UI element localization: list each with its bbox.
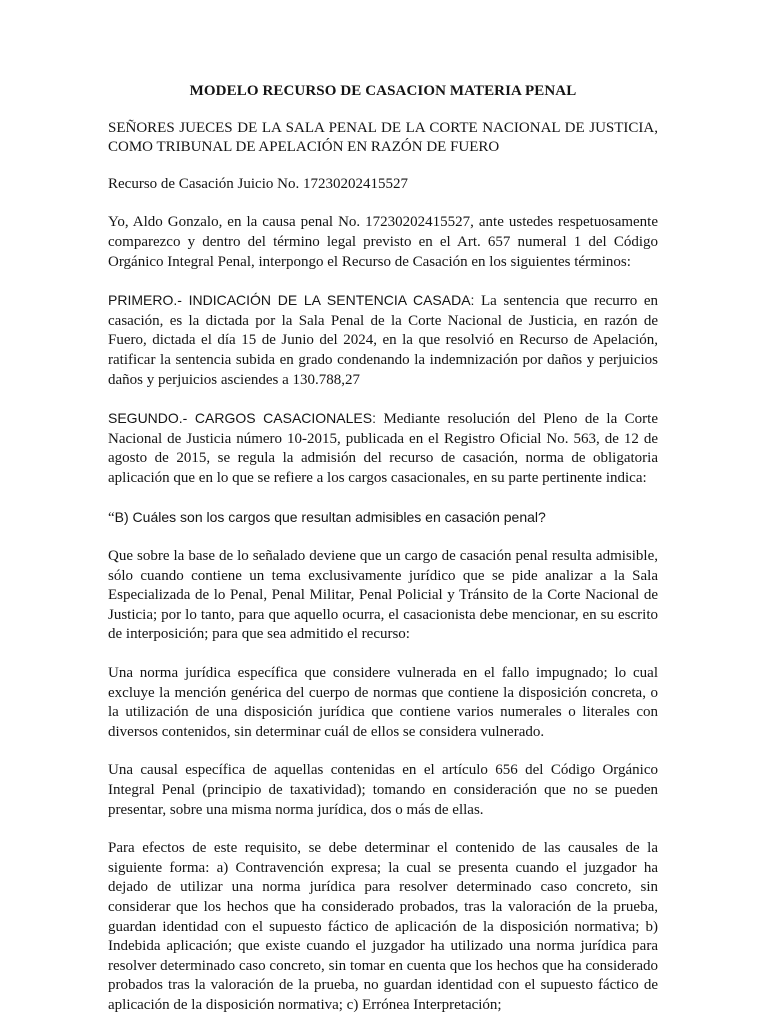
section-segundo-body: Mediante resolución del Pleno de la Corte Nacional de Justicia número 10-2015, publicada en el Registro Oficial No. 563, de 12 de agosto de 2015, se regula la admisión del recurso de casación, norma de obligatoria aplicación que en lo que se refiere a los cargos casacionales, en su parte pertinente indica:: [108, 411, 659, 486]
section-segundo-heading: SEGUNDO.- CARGOS CASACIONALES:: [108, 410, 376, 427]
section-segundo: [108, 409, 658, 488]
paragraph-norma: Una norma jurídica específica que considere vulnerada en el fallo impugnado; lo cual excluye la mención genérica del cuerpo de normas que contiene la disposición concreta, o la utilización de una disposición jurídica que contiene varios numerales o literales con diversos contenidos, sin determinar cuál de ellos se considera vulnerado.: [108, 665, 658, 740]
addressees-paragraph: SEÑORES JUECES DE LA SALA PENAL DE LA CORTE NACIONAL DE JUSTICIA, COMO TRIBUNAL DE APELACIÓN EN RAZÓN DE FUERO: [108, 119, 658, 156]
section-primero-body: La sentencia que recurro en casación, es la dictada por la Sala Penal de la Corte Nacional de Justicia, en razón de Fuero, dictada el día 15 de Junio del 2024, en la que resolvió en Recurso de Apelación, ratificar la sentencia subida en grado condenando la indemnización por daños y perjuicios daños y perjuicios asciendes a 130.788,27: [108, 293, 658, 388]
paragraph-admisible: Que sobre la base de lo señalado deviene que un cargo de casación penal resulta admisible, sólo cuando contiene un tema exclusivamente jurídico que se pide analizar a la Sala Especializada de lo Penal, Penal Militar, Penal Policial y Tránsito de la Corte Nacional de Justicia; por lo tanto, para que aquello ocurra, el casacionista debe mencionar, en su escrito de interposición; para que sea admitido el recurso:: [108, 548, 658, 643]
open-quote: “: [108, 509, 115, 526]
section-primero-heading: PRIMERO.- INDICACIÓN DE LA SENTENCIA CASADA:: [108, 292, 475, 309]
intro-paragraph: Yo, Aldo Gonzalo, en la causa penal No. 17230202415527, ante ustedes respetuosamente comparezco y dentro del término legal previsto en el Art. 657 numeral 1 del Código Orgánico Integral Penal, interpongo el Recurso de Casación en los siguientes términos:: [108, 214, 658, 270]
paragraph-causal: Una causal específica de aquellas contenidas en el artículo 656 del Código Orgánico Integral Penal (principio de taxatividad); tomando en consideración que no se pueden presentar, sobre una misma norma jurídica, dos o más de ellas.: [108, 762, 658, 818]
case-reference: Recurso de Casación Juicio No. 17230202415527: [108, 175, 408, 192]
paragraph-requisito: Para efectos de este requisito, se debe determinar el contenido de las causales de la siguiente forma: a) Contravención expresa; la cual se presenta cuando el juzgador ha dejado de utilizar una norma jurídica para resolver determinado caso concreto, sin considerar que los hechos que ha considerado probados, tras la valoración de la prueba, guardan identidad con el supuesto fáctico de aplicación de la disposición normativa; b) Indebida aplicación; que existe cuando el juzgador ha utilizado una norma jurídica para resolver determinado caso concreto, sin tomar en cuenta que los hechos que ha considerado probados tras la valoración de la prueba, no guardan identidad con el supuesto fáctico de aplicación de la disposición normativa; c) Errónea Interpretación;: [108, 840, 658, 1013]
quoted-question-text: B) Cuáles son los cargos que resultan admisibles en casación penal?: [114, 508, 546, 525]
quoted-question: [108, 508, 658, 529]
document-title: MODELO RECURSO DE CASACION MATERIA PENAL: [189, 83, 577, 99]
section-primero: [108, 291, 658, 390]
document-body: [108, 82, 658, 1016]
